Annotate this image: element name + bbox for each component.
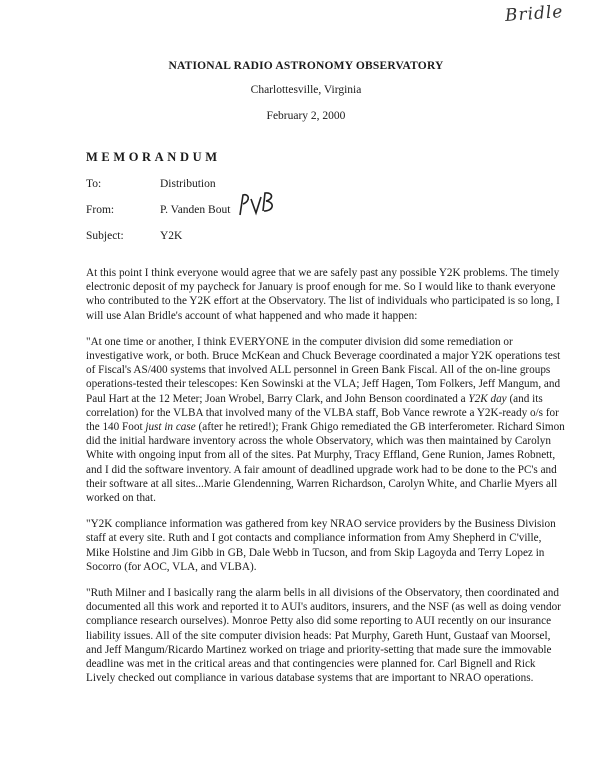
initials-signature	[237, 189, 277, 219]
body-paragraph-3: "Y2K compliance information was gathered from key NRAO service providers by the Business Division staff at every site. Ruth and I got contacts and compliance information from Amy Shepherd in C'ville, Mike Holstine and Jim Gibb in GB, Dale Webb in Tucson, and from Skip Lagoyda and Terry Lopez in Socorro (for AOC, VLA, and VLBA).	[86, 518, 556, 573]
handwritten-note: Bridle	[504, 1, 565, 27]
memo-body	[86, 266, 566, 697]
from-label: From:	[86, 204, 115, 216]
subject-label: Subject:	[86, 230, 124, 242]
city-line: Charlottesville, Virginia	[250, 84, 362, 96]
body-paragraph-2: "At one time or another, I think EVERYONE in the computer division did some remediation or investigative work, or both. Bruce McKean and Chuck Beverage coordinated a major Y2K operations test of Fiscal's AS/400 systems that involved ALL personnel in Green Bank Fiscal. All of the on-line groups operations-tested their telescopes: Ken Sowinski at the VLA; Jeff Hagen, Tom Folkers, Jeff Mangum, and Paul Hart at the 12 Meter; Joan Wrobel, Barry Clark, and John Benson coordinated a Y2K day (and its correlation) for the VLBA that involved many of the VLBA staff, Bob Vance rewrote a Y2K-ready o/s for the 140 Foot just in case (after he retired!); Frank Ghigo remediated the GB interferometer. Richard Simon did the initial hardware inventory across the whole Observatory, which was then maintained by Carolyn White with ongoing input from all of the sites. Pat Murphy, Tracy Effland, Gene Runion, James Robnett, and I did the software inventory. A fair amount of deadlined upgrade work had to be done to the PC's and their software at all sites...Marie Glendenning, Warren Richardson, Carolyn White, and Charlie Myers all worked on that.	[86, 335, 565, 505]
to-label: To:	[86, 178, 102, 190]
from-value: P. Vanden Bout	[160, 204, 231, 216]
memo-title: MEMORANDUM	[86, 150, 221, 164]
subject-value: Y2K	[160, 230, 183, 242]
organization-name: NATIONAL RADIO ASTRONOMY OBSERVATORY	[168, 60, 444, 72]
body-paragraph-4: "Ruth Milner and I basically rang the alarm bells in all divisions of the Observatory, then coordinated and documented all this work and reported it to AUI's auditors, insurers, and the NSF (as well as doing vendor compliance research ourselves). Monroe Petty also did some reporting to AUI recently on our insurance liability issues. All of the site computer division heads: Pat Murphy, Gareth Hunt, Gustaaf van Moorsel, and Jeff Mangum/Ricardo Martinez worked on triage and priority-setting that made sure the immovable deadline was met in the critical areas and that contingencies were planned for. Carl Bignell and Rick Lively checked out compliance in various database systems that are important to NRAO operations.	[86, 587, 561, 685]
body-paragraph-1: At this point I think everyone would agree that we are safely past any possible Y2K problems. The timely electronic deposit of my paycheck for January is proof enough for me. So I would like to thank everyone who contributed to the Y2K effort at the Observatory. The list of individuals who participated is so long, I will use Alan Bridle's account of what happened and who made it happen:	[86, 267, 560, 322]
memo-date: February 2, 2000	[266, 110, 346, 122]
to-value: Distribution	[160, 178, 216, 190]
